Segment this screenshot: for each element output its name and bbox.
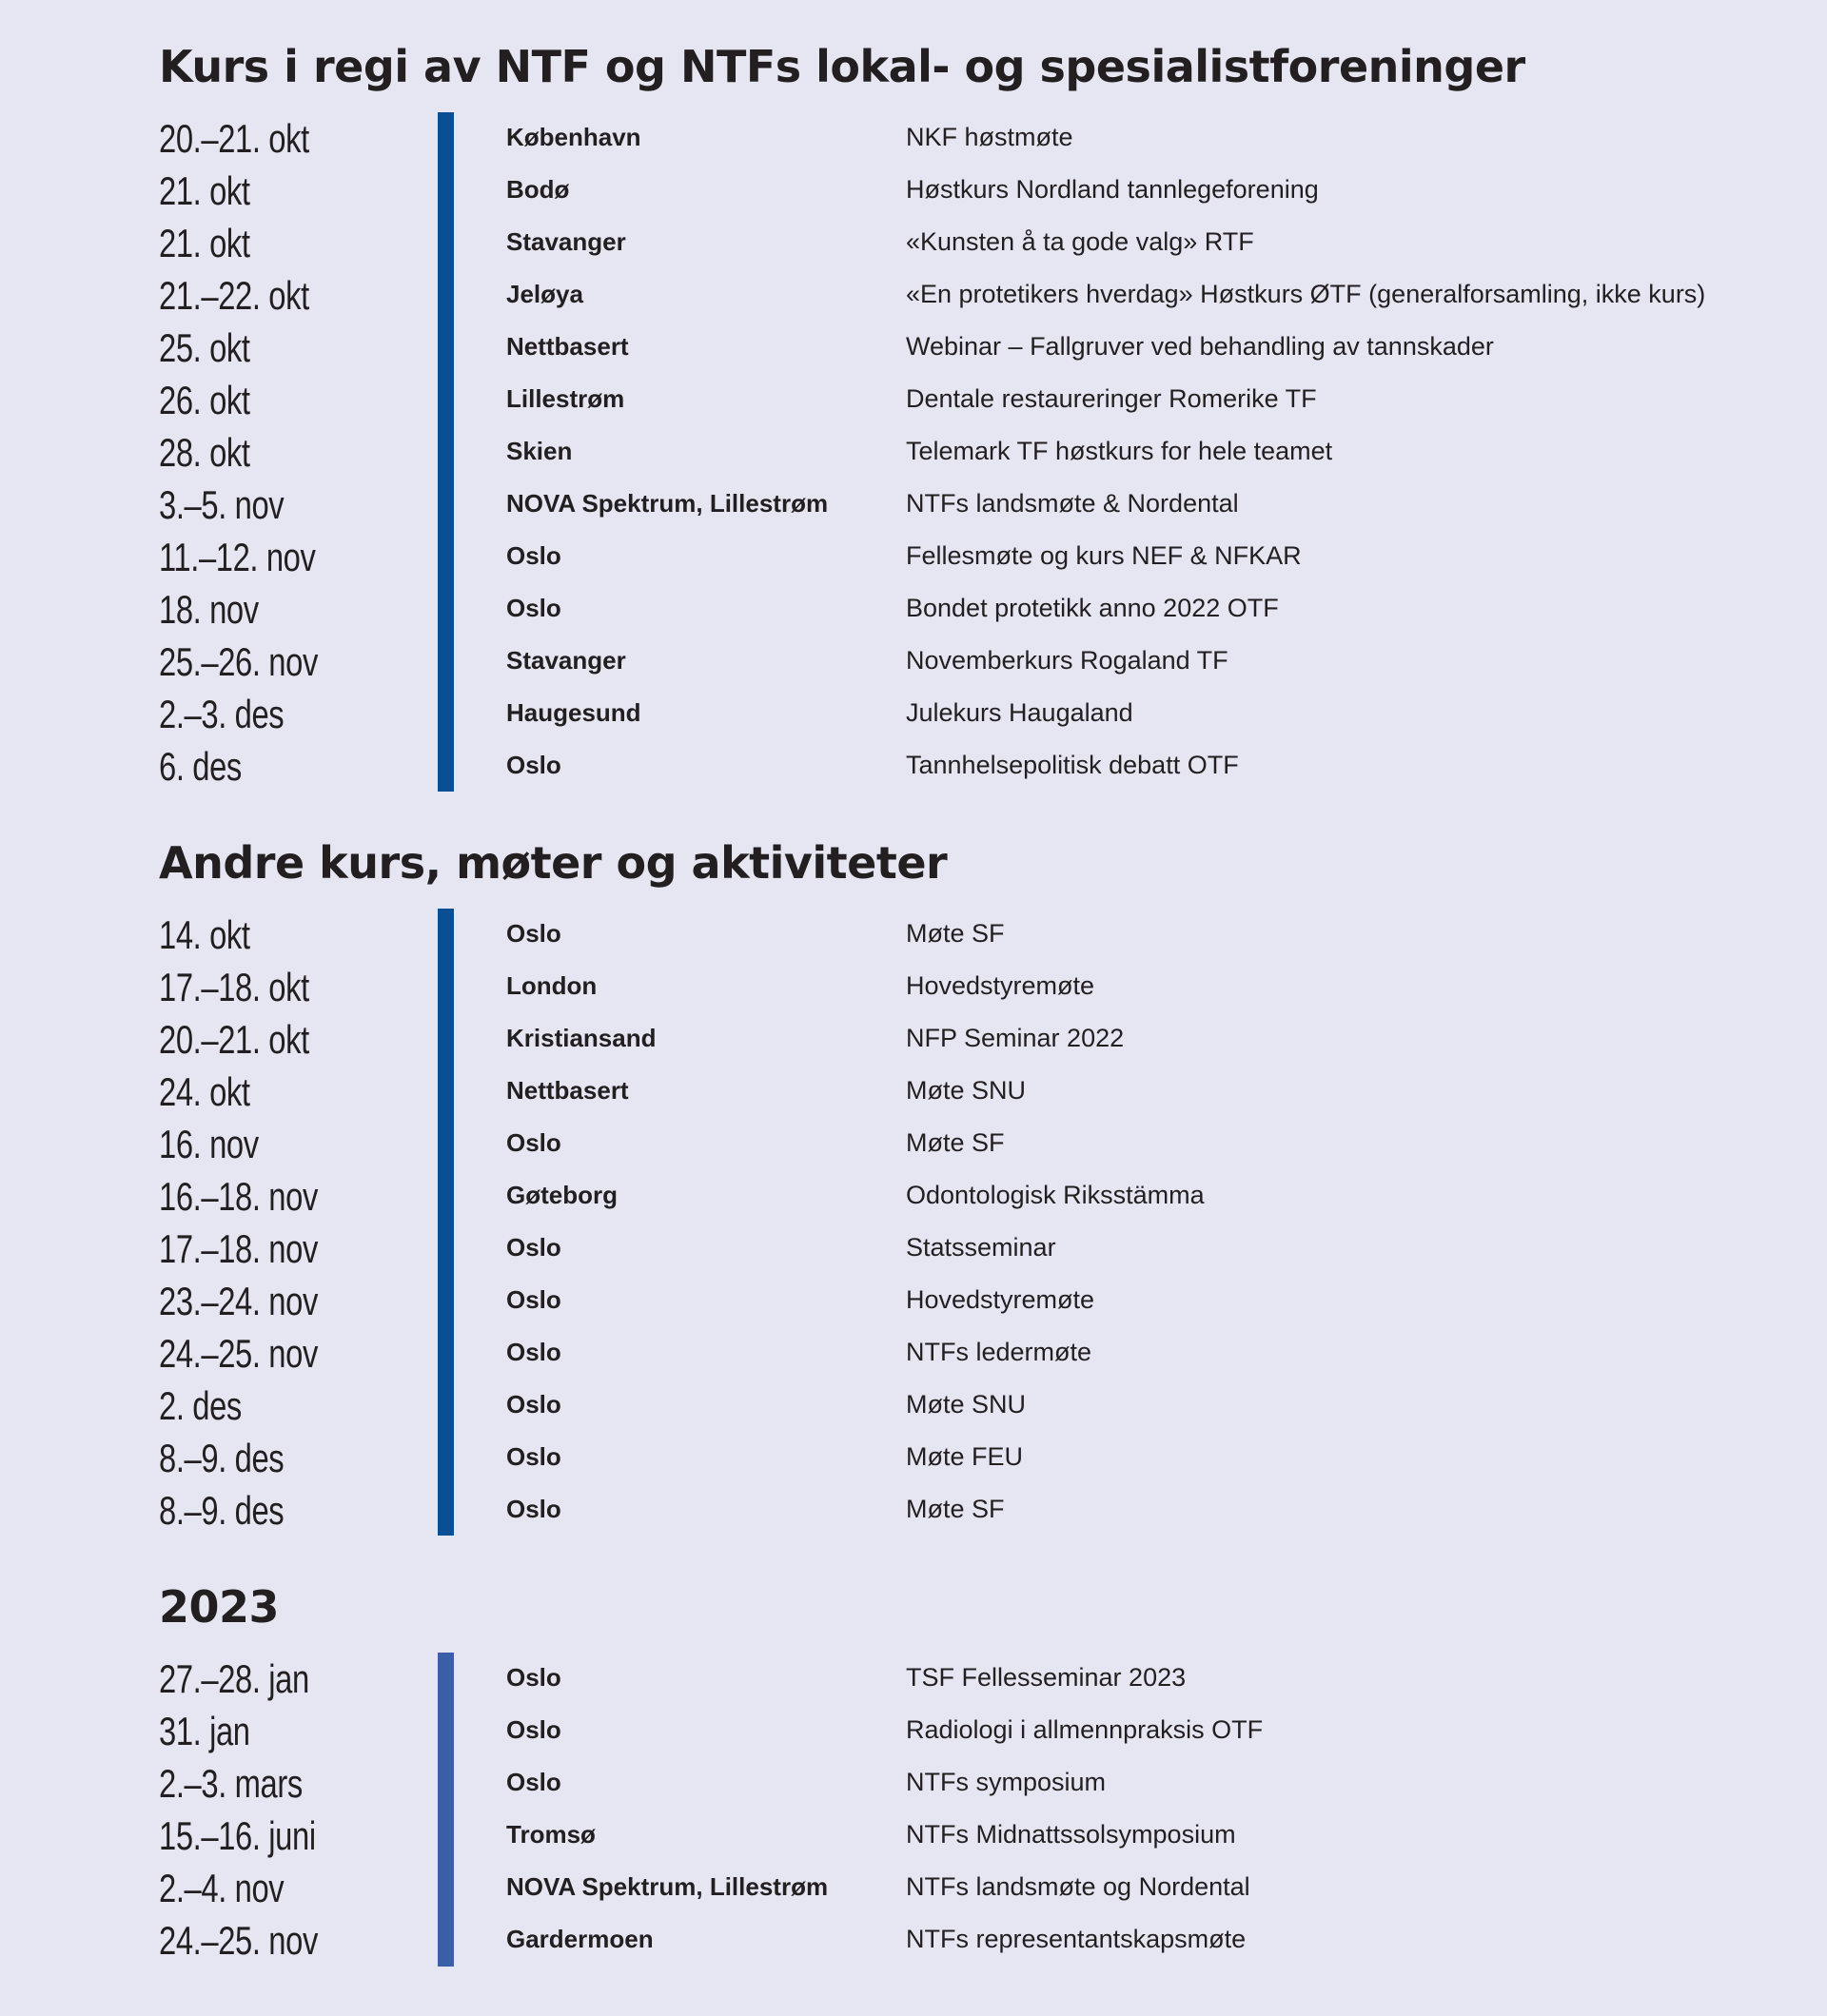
event-row <box>0 217 1827 269</box>
event-list <box>0 112 1827 793</box>
event-title: Dentale restaureringer Romerike TF <box>906 384 1317 413</box>
event-location: Oslo <box>506 751 561 779</box>
event-location: Stavanger <box>506 646 626 675</box>
event-title: Møte SNU <box>906 1390 1027 1419</box>
event-date: 6. des <box>159 744 242 789</box>
event-title: NTFs symposium <box>906 1768 1107 1796</box>
event-location: Jeløya <box>506 280 583 308</box>
event-title: «Kunsten å ta gode valg» RTF <box>906 227 1254 256</box>
event-title: Telemark TF høstkurs for hele teamet <box>906 437 1333 465</box>
event-title: Bondet protetikk anno 2022 OTF <box>906 594 1279 622</box>
event-title: Hovedstyremøte <box>906 971 1095 1000</box>
event-location: NOVA Spektrum, Lillestrøm <box>506 1872 829 1901</box>
event-row <box>0 479 1827 531</box>
event-date: 3.–5. nov <box>159 482 285 527</box>
event-location: Gardermoen <box>506 1925 654 1953</box>
event-date: 16. nov <box>159 1122 259 1166</box>
event-date: 8.–9. des <box>159 1488 285 1533</box>
event-list <box>0 909 1827 1536</box>
event-location: Oslo <box>506 1338 561 1366</box>
event-title: Møte SF <box>906 919 1005 948</box>
event-title: TSF Fellesseminar 2023 <box>906 1663 1187 1692</box>
event-location: Tromsø <box>506 1820 596 1849</box>
event-row <box>0 740 1827 793</box>
section-title: Kurs i regi av NTF og NTFs lokal- og spesialistforeninger <box>159 41 1525 92</box>
event-location: Oslo <box>506 1233 561 1262</box>
event-title: Novemberkurs Rogaland TF <box>906 646 1228 675</box>
event-title: Møte SNU <box>906 1076 1027 1105</box>
event-date: 24.–25. nov <box>159 1918 318 1963</box>
event-date: 25.–26. nov <box>159 639 318 684</box>
event-row <box>0 1380 1827 1432</box>
event-row <box>0 1810 1827 1862</box>
event-row <box>0 1223 1827 1275</box>
event-date: 2.–3. des <box>159 692 285 736</box>
event-date: 18. nov <box>159 587 259 632</box>
event-location: Oslo <box>506 1128 561 1157</box>
event-location: Oslo <box>506 1495 561 1523</box>
event-location: Skien <box>506 437 573 465</box>
event-title: Møte FEU <box>906 1442 1024 1471</box>
event-location: Oslo <box>506 1715 561 1744</box>
event-date: 23.–24. nov <box>159 1279 318 1323</box>
event-location: Oslo <box>506 1285 561 1314</box>
event-row <box>0 1327 1827 1380</box>
event-row <box>0 688 1827 740</box>
event-title: Fellesmøte og kurs NEF & NFKAR <box>906 541 1302 570</box>
event-date: 28. okt <box>159 430 250 475</box>
event-row <box>0 1653 1827 1705</box>
event-date: 16.–18. nov <box>159 1174 318 1219</box>
event-title: Radiologi i allmennpraksis OTF <box>906 1715 1264 1744</box>
event-title: Møte SF <box>906 1495 1005 1523</box>
event-title: NKF høstmøte <box>906 123 1073 151</box>
event-date: 24.–25. nov <box>159 1331 318 1376</box>
event-location: Stavanger <box>506 227 626 256</box>
event-location: Oslo <box>506 541 561 570</box>
event-date: 25. okt <box>159 325 250 370</box>
event-location: London <box>506 971 598 1000</box>
event-location: Oslo <box>506 1768 561 1796</box>
event-date: 31. jan <box>159 1709 250 1753</box>
event-row <box>0 1862 1827 1914</box>
event-date: 15.–16. juni <box>159 1813 316 1858</box>
event-location: Nettbasert <box>506 332 629 361</box>
event-location: Haugesund <box>506 698 641 727</box>
event-row <box>0 322 1827 374</box>
event-row <box>0 1914 1827 1967</box>
event-row <box>0 165 1827 217</box>
section-title: Andre kurs, møter og aktiviteter <box>159 837 948 889</box>
event-title: NTFs Midnattssolsymposium <box>906 1820 1236 1849</box>
event-title: Statsseminar <box>906 1233 1056 1262</box>
event-date: 21.–22. okt <box>159 273 309 318</box>
event-row <box>0 1275 1827 1327</box>
event-location: Kristiansand <box>506 1024 657 1052</box>
event-date: 11.–12. nov <box>159 535 316 579</box>
event-row <box>0 636 1827 688</box>
event-row <box>0 1484 1827 1536</box>
event-title: «En protetikers hverdag» Høstkurs ØTF (generalforsamling, ikke kurs) <box>906 280 1706 308</box>
event-date: 21. okt <box>159 221 250 265</box>
event-row <box>0 426 1827 479</box>
event-row <box>0 961 1827 1013</box>
event-date: 21. okt <box>159 168 250 213</box>
event-location: Nettbasert <box>506 1076 629 1105</box>
event-title: Tannhelsepolitisk debatt OTF <box>906 751 1239 779</box>
event-location: Oslo <box>506 919 561 948</box>
event-date: 2.–3. mars <box>159 1761 303 1806</box>
event-title: NTFs landsmøte og Nordental <box>906 1872 1250 1901</box>
event-title: Julekurs Haugaland <box>906 698 1133 727</box>
event-location: NOVA Spektrum, Lillestrøm <box>506 489 829 518</box>
event-title: Webinar – Fallgruver ved behandling av tannskader <box>906 332 1494 361</box>
event-date: 17.–18. nov <box>159 1226 318 1271</box>
event-row <box>0 1066 1827 1118</box>
event-location: Oslo <box>506 1390 561 1419</box>
section-title: 2023 <box>159 1581 280 1633</box>
event-row <box>0 1757 1827 1810</box>
event-row <box>0 1013 1827 1066</box>
event-location: Oslo <box>506 1663 561 1692</box>
event-title: Høstkurs Nordland tannlegeforening <box>906 175 1319 204</box>
event-row <box>0 1705 1827 1757</box>
event-date: 14. okt <box>159 912 250 957</box>
event-row <box>0 1118 1827 1170</box>
event-row <box>0 909 1827 961</box>
event-date: 20.–21. okt <box>159 1017 309 1062</box>
event-title: NTFs ledermøte <box>906 1338 1092 1366</box>
event-date: 20.–21. okt <box>159 116 309 161</box>
event-title: NTFs representantskapsmøte <box>906 1925 1247 1953</box>
event-row <box>0 112 1827 165</box>
event-location: København <box>506 123 641 151</box>
event-row <box>0 374 1827 426</box>
event-location: Gøteborg <box>506 1181 618 1209</box>
event-date: 27.–28. jan <box>159 1656 309 1701</box>
event-date: 8.–9. des <box>159 1436 285 1480</box>
event-title: Odontologisk Riksstämma <box>906 1181 1205 1209</box>
event-row <box>0 1170 1827 1223</box>
event-date: 24. okt <box>159 1069 250 1114</box>
event-location: Lillestrøm <box>506 384 625 413</box>
event-row <box>0 583 1827 636</box>
event-row <box>0 1432 1827 1484</box>
event-title: NTFs landsmøte & Nordental <box>906 489 1239 518</box>
event-date: 26. okt <box>159 378 250 422</box>
event-row <box>0 531 1827 583</box>
event-date: 2. des <box>159 1383 242 1428</box>
event-location: Oslo <box>506 1442 561 1471</box>
event-row <box>0 269 1827 322</box>
event-title: Møte SF <box>906 1128 1005 1157</box>
event-date: 17.–18. okt <box>159 965 309 1009</box>
event-list <box>0 1653 1827 1967</box>
event-title: Hovedstyremøte <box>906 1285 1095 1314</box>
event-title: NFP Seminar 2022 <box>906 1024 1125 1052</box>
event-date: 2.–4. nov <box>159 1866 285 1910</box>
event-location: Bodø <box>506 175 570 204</box>
event-location: Oslo <box>506 594 561 622</box>
